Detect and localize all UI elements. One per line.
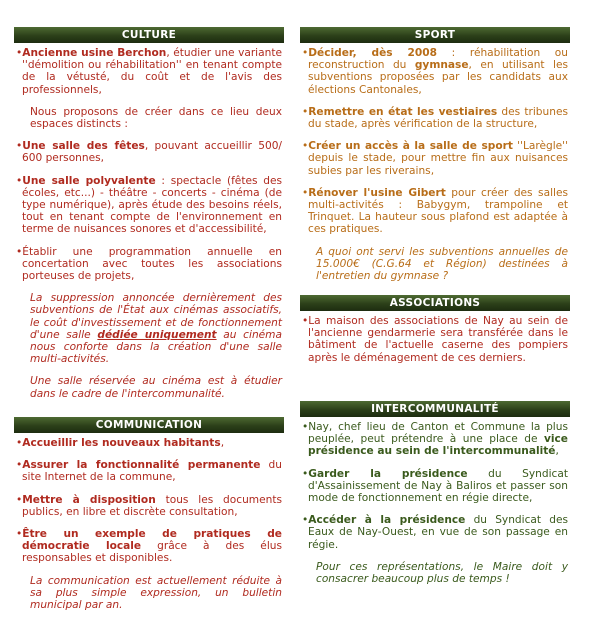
communication-item-documents-bold: Mettre à disposition [22,493,156,506]
communication-item-accueillir [16,437,282,449]
intercommunalite-item-eaux [302,514,568,551]
intercommunalite-item-assainissement-bold: Garder la présidence [308,467,468,480]
intercommunalite-item-vice-presidence-end: , [555,445,559,458]
culture-note-suppression-b: au cinéma nous conforte dans la création d'une salle multi-activités. [30,328,282,366]
communication-item-democratie-bold: Être un exemple de pratiques de démocratie locale [22,528,282,553]
sport-item-vestiaires-bold: Remettre en état les vestiaires [308,105,498,118]
sport-item-gymnase-text1: : réhabilitation ou reconstruction du [308,47,568,72]
intercommunalite-note-maire: Pour ces représentations, le Maire doit y consacrer beaucoup plus de temps ! [316,560,568,586]
sport-section [300,27,570,292]
culture-item-salle-polyvalente-text: : spectacle (fêtes des écoles, etc...) - théâtre - concerts - cinéma (de type numérique), après étude des besoins réels, tout en tenant compte de l'environnement en terme de nuisances sonores et d'accessibilité, [22,174,283,236]
intercommunalite-header: INTERCOMMUNALITÉ [300,401,570,417]
intercommunalite-body [300,417,570,585]
sport-item-gymnase [302,47,568,96]
sport-item-acces-bold: Créer un accès à la salle de sport [308,140,513,153]
sport-item-gymnase-text2: , en utilisant les subventions proposées par les candidats aux élections Cantonales, [308,59,568,96]
intercommunalite-item-vice-presidence-text: Nay, chef lieu de Canton et Commune la plus peuplée, peut prétendre à une place de [308,421,568,446]
sport-note-subventions: A quoi ont servi les subventions annuelles de 15.000€ (C.G.64 et Région) destinées à l'entretien du gymnase ? [316,245,568,283]
culture-body [14,43,284,400]
culture-note-suppression-a: La suppression annoncée dernièrement des subventions de l'État aux cinémas associatifs, le coût d'investissement et de fonctionnement d'une salle [30,292,282,341]
intercommunalite-section [300,401,570,595]
culture-item-berchon-text: , étudier une variante ''démolition ou réhabilitation'' en tenant compte de la vétusté, du coût et de l'avis des professionnels, [22,47,283,96]
culture-note-suppression [16,292,282,365]
communication-item-site-text: du site Internet de la commune, [22,459,282,484]
intercommunalite-item-vice-presidence [302,421,568,458]
sport-item-gibert-bold: Rénover l'usine Gibert [308,186,446,199]
intercommunalite-item-eaux-bold: Accéder à la présidence [308,514,466,527]
sport-item-acces [302,140,568,177]
culture-item-salle-fetes-text: , pouvant accueillir 500/ 600 personnes, [22,140,282,165]
communication-item-democratie-text: grâce à des élus responsables et disponibles. [22,540,282,565]
culture-header: CULTURE [14,27,284,43]
culture-note-suppression-bold: dédiée uniquement [97,328,217,341]
sport-item-gibert-text: pour créer des salles multi-activités : Babygym, trampoline et Trinquet. La hauteur sous plafond est adaptée à ces pratiques. [308,186,568,236]
associations-header: ASSOCIATIONS [300,295,570,311]
culture-two-spaces: Nous proposons de créer dans ce lieu deux espaces distincts : [30,105,282,131]
communication-item-accueillir-text: , [220,437,225,449]
sport-item-acces-text: ''Larègle'' depuis le stade, pour mettre fin aux nuisances subies par les riverains, [308,140,568,177]
communication-item-accueillir-bold: Accueillir les nouveaux habitants [22,437,221,449]
communication-header: COMMUNICATION [14,417,284,433]
culture-item-berchon-bold: Ancienne usine Berchon [22,47,167,59]
communication-note: La communication est actuellement réduite à sa plus simple expression, un bulletin municipal par an. [30,574,282,612]
intercommunalite-item-eaux-text: du Syndicat des Eaux de Nay-Ouest, en vue de son passage en régie. [308,514,569,551]
communication-item-documents-text: tous les documents publics, en libre et discrète consultation, [22,493,283,518]
intercommunalite-item-assainissement [302,468,568,505]
culture-item-berchon [16,47,282,96]
intercommunalite-item-assainissement-text: du Syndicat d'Assainissement de Nay à Baliros et passer son mode de fonctionnement en régie directe, [308,467,568,505]
associations-body [300,311,570,364]
communication-item-democratie [16,528,282,565]
culture-item-salle-fetes-bold: Une salle des fêtes [22,140,145,153]
sport-body [300,43,570,282]
culture-note-cinema: Une salle réservée au cinéma est à étudier dans le cadre de l'intercommunalité. [30,375,282,400]
communication-section [14,417,284,621]
culture-section [14,27,284,410]
sport-item-gymnase-bold1: Décider, dès 2008 [308,47,438,59]
sport-item-gibert [302,187,568,236]
sport-item-vestiaires-text: des tribunes du stade, après vérification de la structure, [308,105,568,131]
sport-item-gymnase-bold2: gymnase [414,59,469,72]
communication-item-site-bold: Assurer la fonctionnalité permanente [22,459,261,472]
communication-item-documents [16,494,282,518]
culture-item-salle-fetes [16,140,282,164]
intercommunalite-item-vice-presidence-bold: vice présidence au sein de l'intercommunalité [308,433,568,458]
communication-body [14,433,284,611]
culture-item-programmation: • Établir une programmation annuelle en concertation avec toutes les associations porteuses de projets, [16,246,282,283]
sport-header: SPORT [300,27,570,43]
associations-item-maison: • La maison des associations de Nay au sein de l'ancienne gendarmerie sera transférée dans le bâtiment de l'actuelle caserne des pompiers après le déménagement de ces derniers. [302,315,568,364]
culture-item-salle-polyvalente [16,175,282,236]
communication-item-site [16,459,282,483]
culture-item-salle-polyvalente-bold: Une salle polyvalente [22,174,156,187]
sport-item-vestiaires [302,106,568,130]
associations-section [300,295,570,374]
